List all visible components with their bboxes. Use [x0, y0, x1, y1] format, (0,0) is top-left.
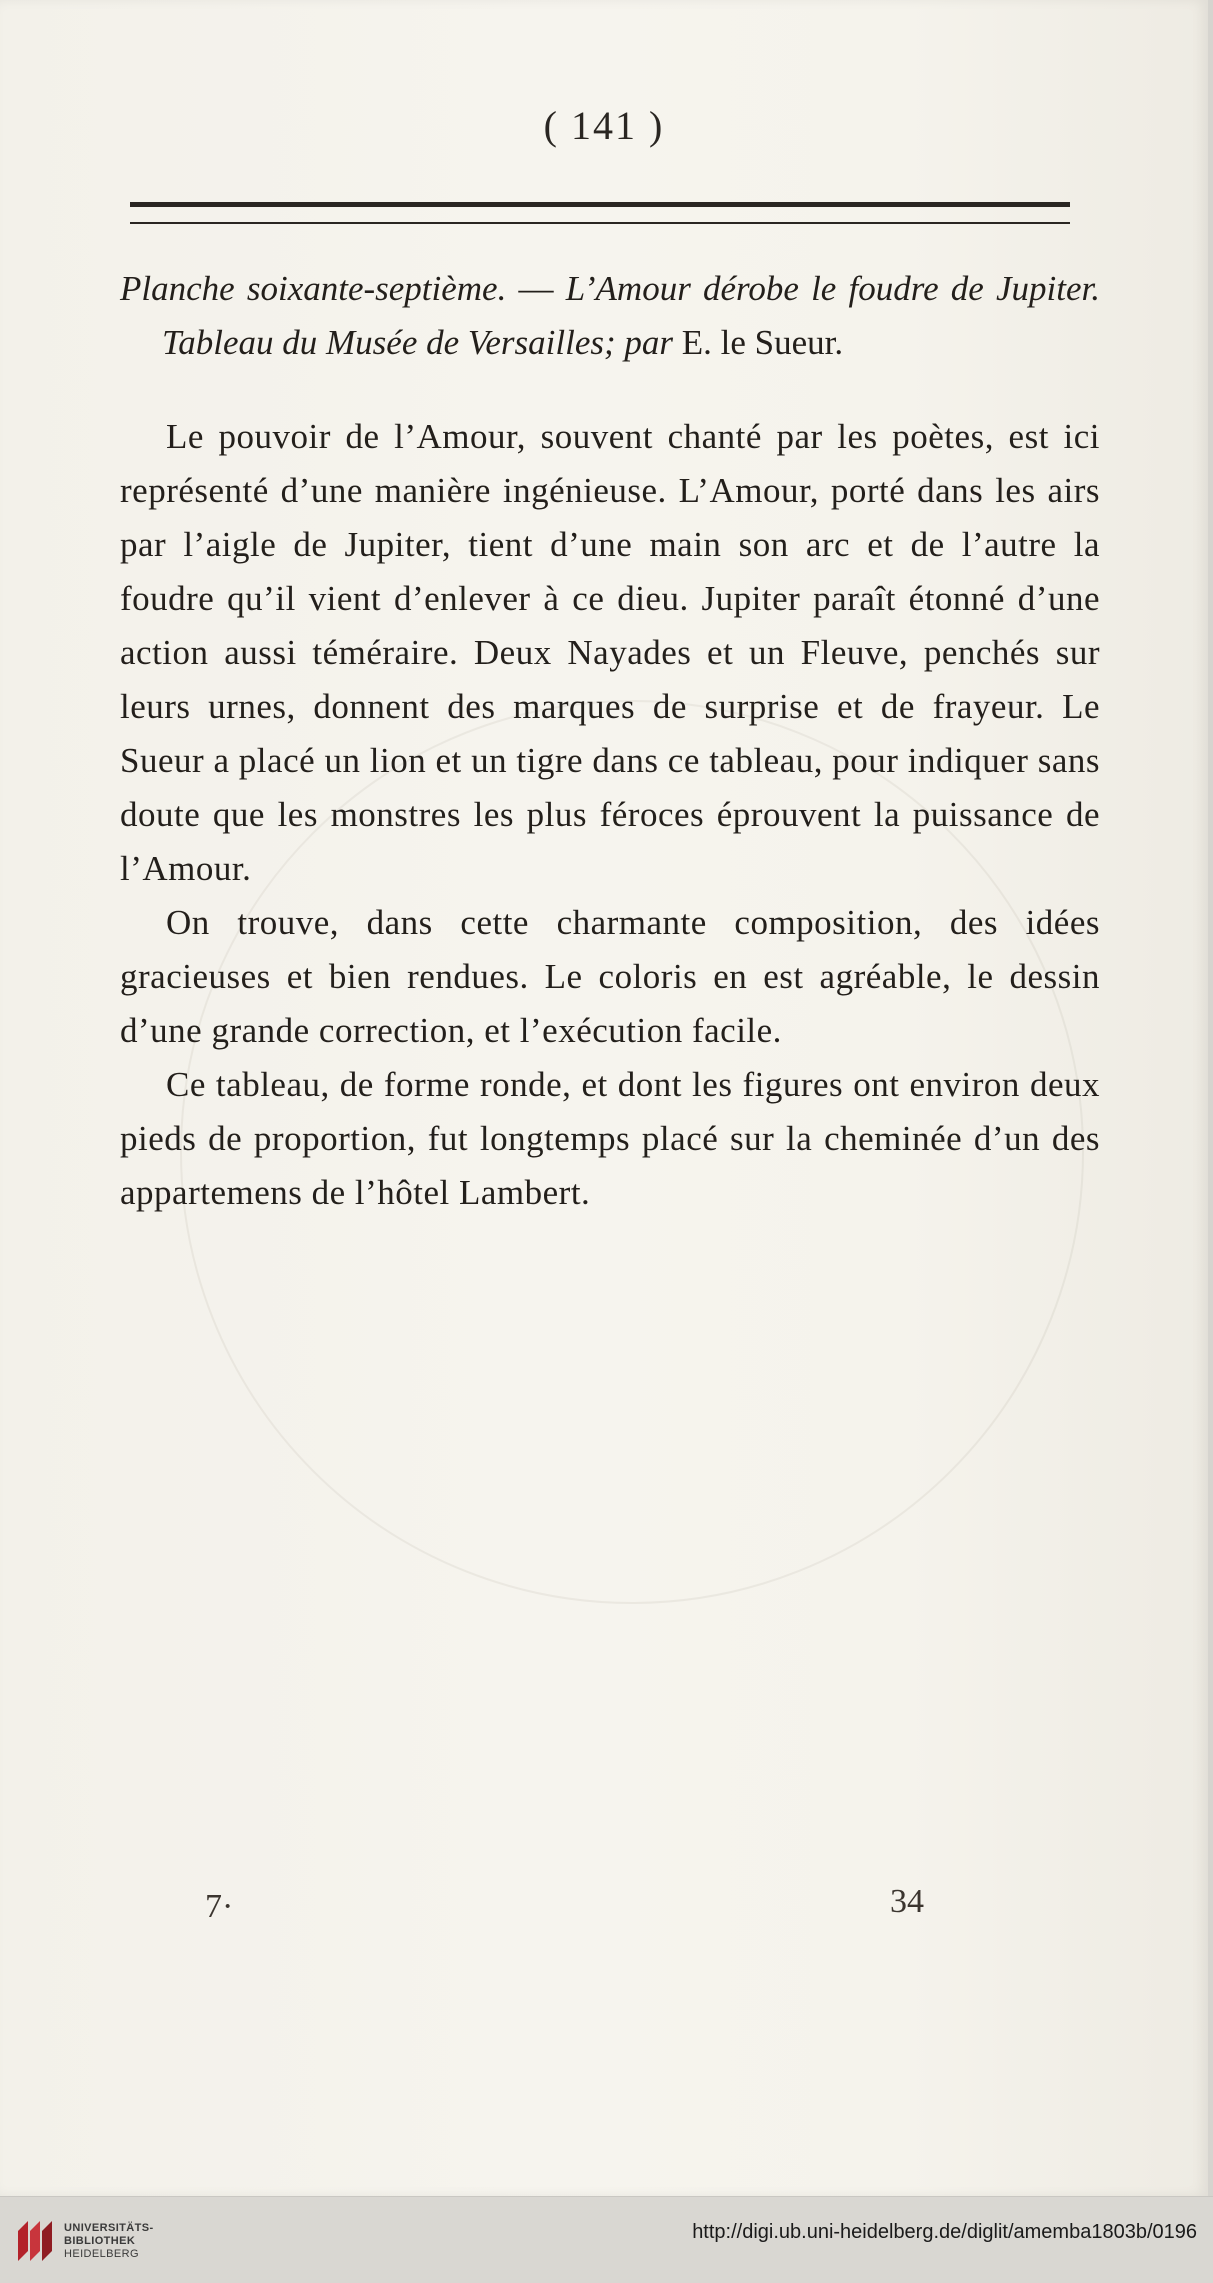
caption-author: E. le Sueur.: [673, 323, 844, 362]
paragraph-2: On trouve, dans cette charmante composition, des idées gracieuses et bien rendues. Le coloris en est agréable, le dessin d’une grande correction, et l’exécution facile.: [120, 903, 1100, 1050]
header-rule-thin: [130, 222, 1070, 224]
library-name-line-2: BIBLIOTHEK: [64, 2235, 136, 2247]
page-number: ( 141 ): [543, 103, 665, 148]
paragraph-3: Ce tableau, de forme ronde, et dont les figures ont environ deux pieds de proportion, fut longtemps placé sur la cheminée d’un des appartemens de l’hôtel Lambert.: [120, 1065, 1100, 1212]
library-footer: [0, 2196, 1213, 2283]
page-text: [120, 262, 1100, 1220]
heidelberg-library-logo-icon: [14, 2217, 56, 2265]
source-url-link[interactable]: http://digi.ub.uni-heidelberg.de/diglit/amemba1803b/0196: [692, 2221, 1197, 2243]
header-rule-thick: [130, 202, 1070, 207]
caption-dash: —: [506, 269, 566, 308]
library-name: [64, 2222, 154, 2261]
library-name-line-1: UNIVERSITÄTS-: [64, 2222, 154, 2234]
signature-mark-left: 7·: [205, 1888, 234, 1925]
plate-caption: [120, 262, 1100, 370]
library-name-line-3: HEIDELBERG: [64, 2248, 139, 2260]
caption-title: L’Amour dérobe le foudre de Jupiter. Tableau du Musée de Versailles; par: [162, 269, 1101, 362]
caption-prefix: Planche soixante-septième.: [120, 269, 507, 308]
signature-mark-right: 34: [890, 1883, 924, 1920]
paragraph-1: Le pouvoir de l’Amour, souvent chanté par les poètes, est ici représenté d’une manière ingénieuse. L’Amour, porté dans les airs par l’aigle de Jupiter, tient d’une main son arc et de l’autre la foudre qu’il vient d’enlever à ce dieu. Jupiter paraît étonné d’une action aussi téméraire. Deux Nayades et un Fleuve, penchés sur leurs urnes, donnent des marques de surprise et de frayeur. Le Sueur a placé un lion et un tigre dans ce tableau, pour indiquer sans doute que les monstres les plus féroces éprouvent la puissance de l’Amour.: [120, 417, 1100, 888]
